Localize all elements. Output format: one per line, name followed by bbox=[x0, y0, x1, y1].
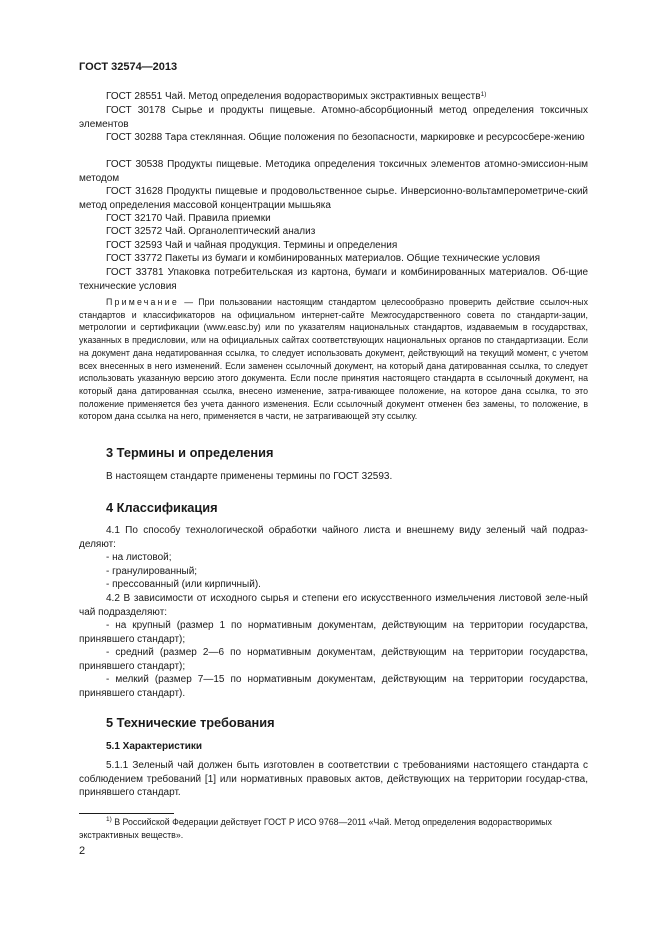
page-number: 2 bbox=[79, 845, 86, 857]
subsection-5-1-heading: 5.1 Характеристики bbox=[106, 741, 203, 752]
note-label: Примечание bbox=[106, 297, 179, 307]
ref-text: Чай. Правила приемки bbox=[165, 213, 271, 224]
ref-item bbox=[79, 90, 588, 104]
ref-text: Сырье и продукты пищевые. Атомно-абсорбционный метод определения токсичных элементов bbox=[79, 105, 588, 130]
ref-item bbox=[79, 239, 588, 253]
list-item: - прессованный (или кирпичный). bbox=[106, 579, 261, 590]
section-5-heading: 5 Технические требования bbox=[106, 715, 275, 730]
ref-code: ГОСТ 30538 bbox=[106, 159, 164, 170]
ref-code: ГОСТ 33772 bbox=[106, 253, 163, 264]
ref-text: Упаковка потребительская из картона, бумаги и комбинированных материалов. Об-щие технические условия bbox=[79, 267, 589, 292]
note-text: — При пользовании настоящим стандартом целесообразно проверить действие ссылоч-ных стандартов и классификаторов на официальном интернет-сайте Межгосударственного совета по стандарти-зации, метрологии и сертификации (www.easc.by) или по указателям национальных стандартов, издаваемым в государствах, указанных в предисловии, или на официальных сайтах соответствующих национальных органов по стандартизации. Если на документ дана недатированная ссылка, то следует использовать документ, действующий на текущий момент, с учетом всех внесенных в него изменений. Если заменен ссылочный документ, на который дана датированная ссылка, то следует использовать указанную версию этого документа. Если после принятия настоящего стандарта в ссылочный документ, на который дана датированная ссылка, внесено изменение, затра-гивающее положение, на которое дана ссылка, то это положение применяется без учета данного изменения. Если ссылочный документ отменен без замены, то положение, в котором дана ссылка на него, применяется в части, не затрагивающей эту ссылку. bbox=[79, 297, 588, 422]
ref-text: Чай и чайная продукция. Термины и определения bbox=[165, 240, 398, 251]
list-item: - гранулированный; bbox=[106, 566, 198, 577]
list-item: - мелкий (размер 7—15 по нормативным документам, действующим на территории государства, принявшего стандарт). bbox=[79, 674, 588, 699]
clause-4-1: 4.1 По способу технологической обработки чайного листа и внешнему виду зеленый чай подраз-деляют: bbox=[79, 525, 588, 550]
ref-code: ГОСТ 30178 bbox=[106, 105, 166, 116]
ref-item bbox=[79, 185, 588, 212]
ref-item bbox=[79, 225, 588, 239]
ref-code: ГОСТ 31628 bbox=[106, 186, 163, 197]
ref-text: Пакеты из бумаги и комбинированных материалов. Общие технические условия bbox=[165, 253, 540, 264]
section-3-text: В настоящем стандарте применены термины по ГОСТ 32593. bbox=[106, 471, 393, 482]
ref-code: ГОСТ 30288 bbox=[106, 132, 163, 143]
ref-code: ГОСТ 28551 bbox=[106, 91, 163, 102]
ref-text: Тара стеклянная. Общие положения по безопасности, маркировке и ресурсосбере-жению bbox=[165, 132, 585, 143]
list-item: - на крупный (размер 1 по нормативным документам, действующим на территории государства, принявшего стандарт); bbox=[79, 620, 588, 645]
ref-item bbox=[79, 104, 588, 131]
footnote bbox=[79, 816, 588, 841]
clause-5-1-1: 5.1.1 Зеленый чай должен быть изготовлен в соответствии с требованиями настоящего стандарта с соблюдением требований [1] или нормативных правовых актов, действующих на территории государ-ства, принявшего стандарт. bbox=[79, 760, 588, 799]
list-item: - на листовой; bbox=[106, 552, 172, 563]
ref-text: Продукты пищевые. Методика определения токсичных элементов атомно-эмиссион-ным методом bbox=[79, 159, 589, 184]
ref-text: Чай. Метод определения водорастворимых экстрактивных веществ bbox=[165, 91, 481, 102]
footnote-mark: 1) bbox=[480, 91, 487, 98]
footnote-rule bbox=[79, 813, 174, 814]
ref-text: Продукты пищевые и продовольственное сырье. Инверсионно-вольтамперометриче-ский метод определения массовой концентрации мышьяка bbox=[79, 186, 589, 211]
ref-code: ГОСТ 33781 bbox=[106, 267, 164, 278]
section-4-heading: 4 Классификация bbox=[106, 500, 218, 515]
ref-item bbox=[79, 158, 588, 185]
ref-code: ГОСТ 32572 bbox=[106, 226, 163, 237]
ref-item bbox=[79, 131, 588, 145]
footnote-mark: 1) bbox=[106, 816, 112, 823]
note-paragraph bbox=[79, 296, 588, 423]
ref-item bbox=[79, 212, 588, 226]
footnote-text: В Российской Федерации действует ГОСТ Р ИСО 9768—2011 «Чай. Метод определения водорастворимых экстрактивных веществ». bbox=[79, 817, 552, 840]
document-header: ГОСТ 32574—2013 bbox=[79, 61, 178, 73]
ref-item bbox=[79, 266, 588, 293]
list-item: - средний (размер 2—6 по нормативным документам, действующим на территории государства, принявшего стандарт); bbox=[79, 647, 588, 672]
ref-item bbox=[79, 252, 588, 266]
ref-code: ГОСТ 32170 bbox=[106, 213, 163, 224]
ref-code: ГОСТ 32593 bbox=[106, 240, 163, 251]
section-3-heading: 3 Термины и определения bbox=[106, 445, 274, 460]
ref-text: Чай. Органолептический анализ bbox=[165, 226, 316, 237]
clause-4-2: 4.2 В зависимости от исходного сырья и степени его искусственного измельчения листовой зеле-ный чай подразделяют: bbox=[79, 593, 588, 618]
